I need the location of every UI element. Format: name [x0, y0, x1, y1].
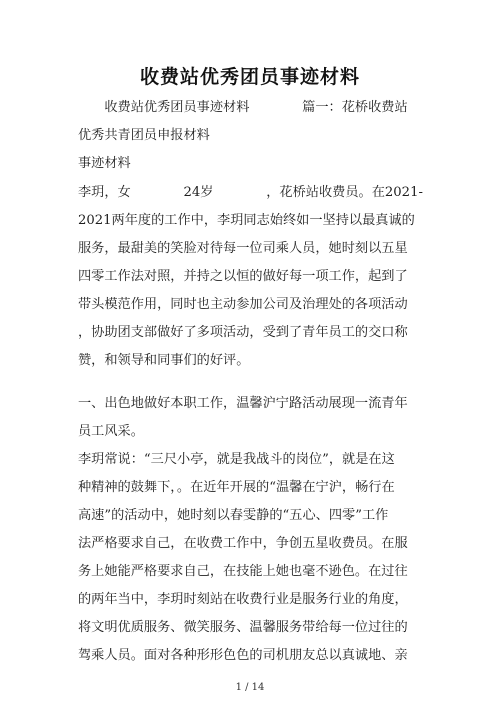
body-line: 种精神的鼓舞下，。在近年开展的“温馨在宁沪，畅行在 [78, 480, 395, 495]
body-line: 的两年当中，李玥时刻站在收费行业是服务行业的角度， [78, 592, 408, 607]
body-line: 高速”的活动中，她时刻以春雯静的“五心、四零”工作 [78, 508, 389, 523]
document-title: 收费站优秀团员事迹材料 [139, 66, 360, 88]
section-heading-line: 一、出色地做好本职工作，温馨沪宁路活动展现一流青年 [78, 396, 408, 411]
body-line: ，协助团支部做好了多项活动，受到了青年员工的交口称 [78, 325, 408, 340]
body-line: 务上她能严格要求自己，在技能上她也毫不逊色。在过往 [78, 564, 408, 579]
body-line: 将文明优质服务、微笑服务、温馨服务带给每一位过往的 [78, 620, 408, 635]
body-line: 优秀共青团员申报材料 [78, 128, 210, 143]
body-line: 李玥常说：“三尺小亭，就是我战斗的岗位”，就是在这 [78, 452, 395, 467]
body-line: 事迹材料 [78, 156, 131, 171]
body-line: 服务，最甜美的笑脸对待每一位司乘人员，她时刻以五星 [78, 241, 408, 256]
body-line: 赞，和领导和同事们的好评。 [78, 353, 250, 368]
section-heading-line: 员工风采。 [78, 424, 144, 439]
body-line: 李玥，女 24岁 ，花桥站收费员。在2021- [78, 185, 423, 200]
body-line: 带头模范作用，同时也主动参加公司及治理处的各项活动 [78, 297, 408, 312]
page-indicator: 1 / 14 [235, 682, 265, 693]
body-line: 2021两年度的工作中，李玥同志始终如一坚持以最真诚的 [78, 213, 415, 228]
body-line: 收费站优秀团员事迹材料 篇一：花桥收费站 [78, 100, 408, 115]
body-line: 四零工作法对照，并持之以恒的做好每一项工作，起到了 [78, 269, 408, 284]
body-line: 法严格要求自己，在收费工作中，争创五星收费员。在服 [78, 536, 408, 551]
body-line: 驾乘人员。面对各种形形色色的司机朋友总以真诚地、亲 [78, 648, 408, 663]
